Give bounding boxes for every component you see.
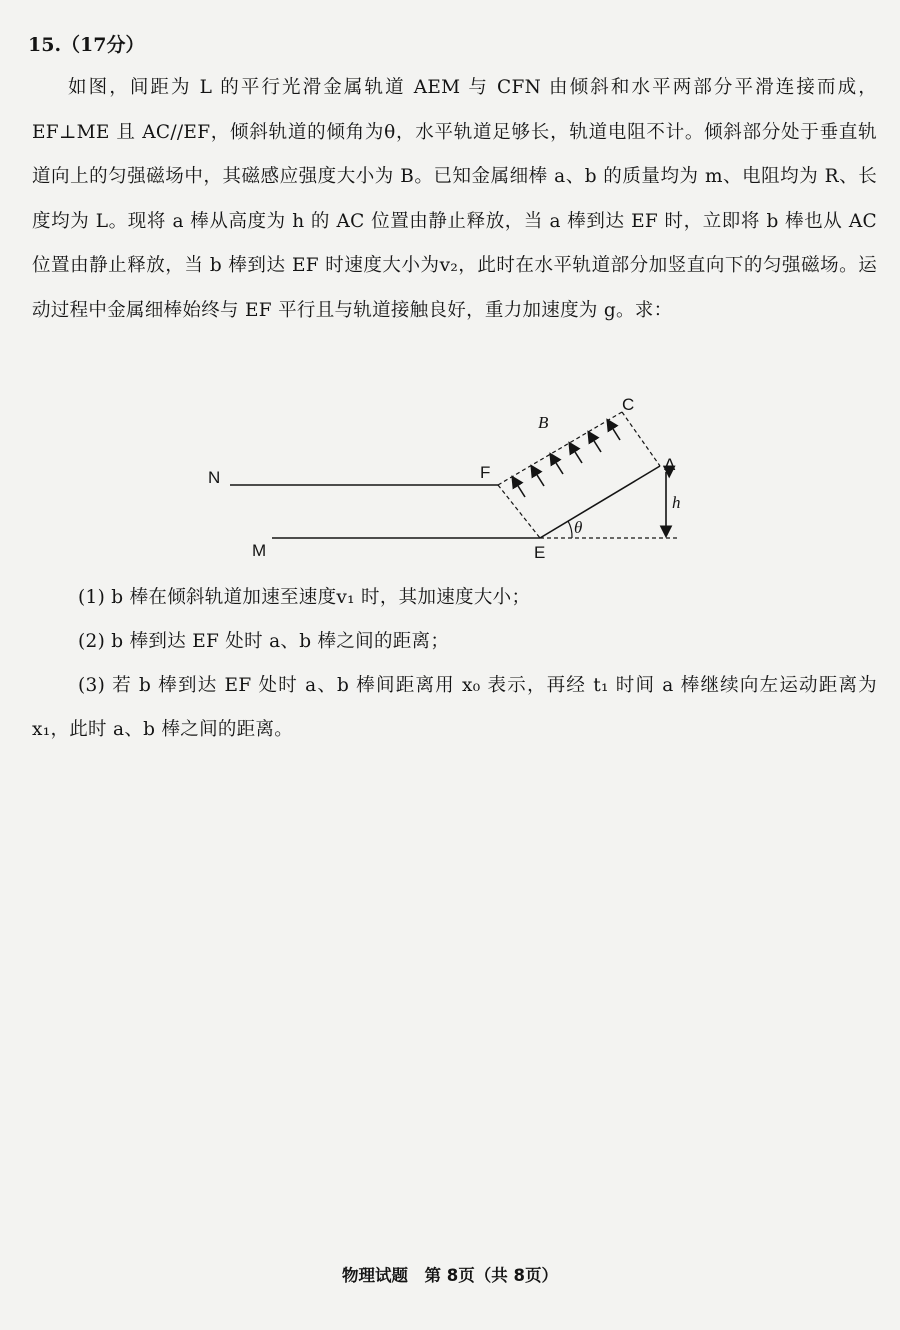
line-ef [498,485,540,538]
question-intro: 如图，间距为 L 的平行光滑金属轨道 AEM 与 CFN 由倾斜和水平两部分平滑连接而成，EF⊥ME 且 AC//EF，倾斜轨道的倾角为θ，水平轨道足够长，轨道电阻不计。倾斜部分处于垂直轨道向上的匀强磁场中，其磁感应强度大小为 B。已知金属细棒 a、b 的质量均为 m、电阻均为 R、长度均为 L。现将 a 棒从高度为 h 的 AC 位置由静止释放，当 a 棒到达 EF 时，立即将 b 棒也从 AC 位置由静止释放，当 b 棒到达 EF 时速度大小为v₂，此时在水平轨道部分加竖直向下的匀强磁场。运动过程中金属细棒始终与 EF 平行且与轨道接触良好，重力加速度为 g。求： [32,77,877,321]
sub-question-2: (2) b 棒到达 EF 处时 a、b 棒之间的距离； [78,631,450,652]
sub-question-1: (1) b 棒在倾斜轨道加速至速度v₁ 时，其加速度大小； [78,587,531,608]
page-footer: 物理试题 第 8页（共 8页） [342,1266,558,1285]
label-h: h [672,493,681,512]
label-m: M [252,541,267,560]
rail-diagram [200,390,700,565]
theta-arc [568,521,572,538]
rail-fc [498,412,622,485]
magnetic-field-arrows [513,421,620,497]
label-theta: θ [574,518,583,537]
rail-ea [540,466,660,538]
label-b: B [538,413,549,432]
label-c: C [622,395,635,414]
label-e: E [534,543,546,562]
label-f: F [480,463,491,482]
label-n: N [208,468,221,487]
sub-question-3: (3) 若 b 棒到达 EF 处时 a、b 棒间距离用 x₀ 表示，再经 t₁ 时间 a 棒继续向左运动距离为 x₁，此时 a、b 棒之间的距离。 [32,675,877,740]
label-a: A [664,455,676,474]
line-ac [622,412,660,466]
question-number: 15.（17分） [28,34,145,56]
